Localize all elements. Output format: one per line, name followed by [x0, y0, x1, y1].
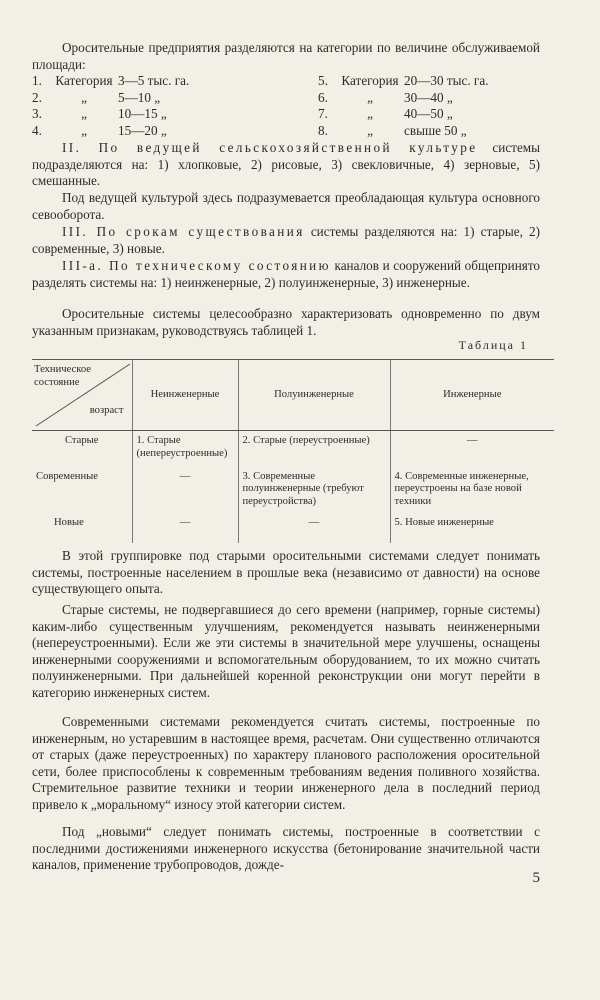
- paragraph-crop: II. По ведущей сельскохозяйственной культуре системы подразделяются на: 1) хлопковые, 2) рисовые, 3) свекловичные, 4) зерновые, 5) смешанные.: [32, 140, 541, 189]
- col-header-semieng: Полуинженерные: [238, 360, 390, 431]
- category-item: 8. „ свыше 50 „: [318, 122, 467, 138]
- category-list-right: [318, 73, 489, 139]
- category-item: 3. „ 10—15 „: [32, 106, 167, 122]
- category-item: 5. Категория 20—30 тыс. га.: [318, 73, 489, 88]
- paragraph-leading-crop: Под ведущей культурой здесь подразумевается преобладающая культура основного севооборота.: [32, 190, 540, 222]
- classification-table: [32, 359, 554, 543]
- table-diagonal-header: Техническое состояние возраст: [32, 360, 132, 431]
- col-header-eng: Инженерные: [390, 360, 554, 431]
- paragraph-old-noneng: Старые системы, не подвергавшиеся до сего времени (например, горные системы) каким-либо существенным улучшениям, рекомендуется называть неинженерными (непереустроенными). Если же эти системы в значительной мере улучшены, оснащены инженерными сооружениями и вспомогательным оборудованием, то их можно считать полуинженерными. При дальнейшей коренной реконструкции они могут перейти в категорию инженерных систем.: [32, 602, 540, 700]
- col-header-noneng: Неинженерные: [132, 360, 238, 431]
- paragraph-new-systems: Под „новыми“ следует понимать системы, построенные в соответствии с последними достижениями инженерного искусства (бетонирование значительной части каналов, применение трубопроводов, дожде-: [32, 824, 540, 873]
- paragraph-modern-systems: Современными системами рекомендуется считать системы, построенные по инженерным, но устаревшим в настоящее время, расчетам. Они существенно отличаются от старых (даже переустроенных) по характеру планового расположения оросительной сети, более приспособлены к современным требованиям ведения поливного хозяйства. Стремительное развитие техники и теории инженерного дела в последний период привело к „моральному“ износу этой категории систем.: [32, 714, 540, 812]
- intro-paragraph: Оросительные предприятия разделяются на категории по величине обслуживаемой площади:: [32, 40, 540, 72]
- category-item: 2. „ 5—10 „: [32, 89, 161, 105]
- paragraph-old-systems: В этой группировке под старыми оросительными системами следует понимать системы, построенные населением в прошлые века (независимо от давности) на основе существующего опыта.: [32, 548, 540, 597]
- paragraph-lifetime: III. По срокам существования системы разделяются на: 1) старые, 2) современные, 3) новые.: [32, 224, 541, 256]
- table-caption: Таблица 1: [458, 338, 528, 352]
- paragraph-table-ref: Оросительные системы целесообразно характеризовать одновременно по двум указанным признакам, руководствуясь таблицей 1.: [32, 306, 540, 338]
- table-row: Современные — 3. Современные полуинженерные (требуют переустройства) 4. Современные инженерные, переустроены на базе новой техники: [32, 467, 554, 513]
- category-item: 4. „ 15—20 „: [32, 122, 167, 138]
- paragraph-technical-state: III-а. По техническому состоянию каналов и сооружений общепринято разделять системы на: 1) неинженерные, 2) полуинженерные, 3) инженерные.: [32, 258, 541, 290]
- page-number: 5: [532, 870, 540, 886]
- category-item: 1. Категория 3—5 тыс. га.: [32, 73, 190, 88]
- table-row: Новые — — 5. Новые инженерные: [32, 513, 554, 543]
- category-item: 6. „ 30—40 „: [318, 89, 453, 105]
- category-list-left: [32, 73, 189, 139]
- table-row: Старые 1. Старые (непереустроенные) 2. Старые (переустроенные) —: [32, 431, 554, 467]
- category-item: 7. „ 40—50 „: [318, 106, 453, 122]
